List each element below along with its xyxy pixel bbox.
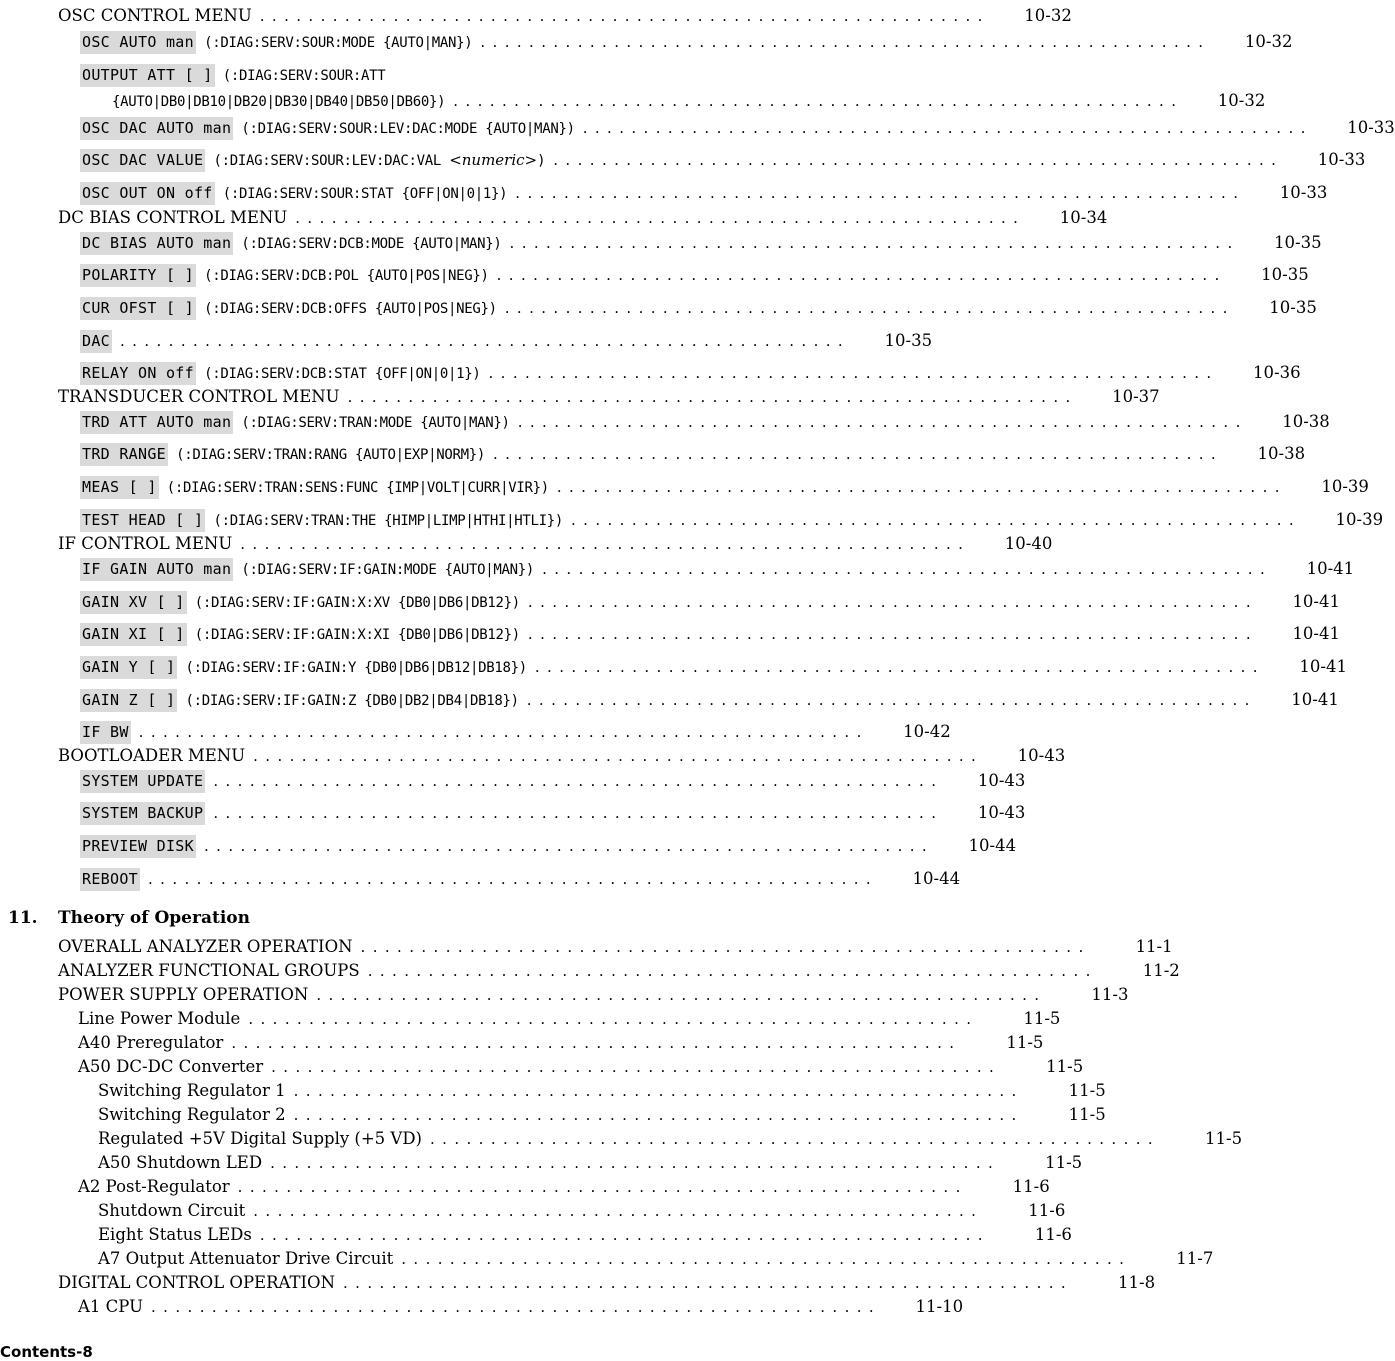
- entry-text: Line Power Module: [78, 1008, 241, 1028]
- toc-entry[interactable]: [0, 799, 1026, 822]
- softkey-label: MEAS [ ]: [80, 476, 159, 499]
- scpi-command: (:DIAG:SERV:SOUR:LEV:DAC:MODE {AUTO|MAN}): [233, 120, 575, 137]
- toc-entry[interactable]: [0, 114, 1395, 137]
- toc-entry[interactable]: [0, 742, 1066, 765]
- toc-entry[interactable]: [0, 1101, 1106, 1124]
- page-number: 11-5: [1068, 1080, 1106, 1100]
- softkey-label: IF GAIN AUTO man: [80, 558, 233, 581]
- toc-entry-title: [80, 185, 507, 202]
- dot-leader: ............................................................: [582, 119, 1313, 137]
- toc-entry-title: [98, 1152, 263, 1172]
- toc-entry[interactable]: [0, 1221, 1072, 1244]
- page-number: 11-6: [1034, 1224, 1072, 1244]
- page-number: 10-39: [1335, 509, 1384, 529]
- toc-entry-title: [112, 93, 445, 110]
- toc-entry-title: [98, 1128, 422, 1148]
- command-argument: <numeric>: [449, 150, 538, 169]
- dot-leader: ............................................................: [237, 1178, 968, 1196]
- page-number: 11-1: [1135, 936, 1173, 956]
- page-number: 10-39: [1321, 476, 1369, 496]
- dot-leader: ............................................................: [259, 1226, 990, 1244]
- softkey-label: IF BW: [80, 721, 131, 744]
- page-number: 11-5: [1023, 1008, 1061, 1028]
- dot-leader: ............................................................: [570, 511, 1302, 529]
- entry-text: ANALYZER FUNCTIONAL GROUPS: [58, 960, 360, 980]
- dot-leader: ............................................................: [480, 33, 1211, 51]
- dot-leader: ............................................................: [527, 625, 1259, 643]
- toc-entry-title: [80, 267, 489, 284]
- entry-text: OVERALL ANALYZER OPERATION: [58, 936, 353, 956]
- dot-leader: ............................................................: [138, 723, 869, 741]
- dot-leader: ............................................................: [343, 1274, 1074, 1292]
- toc-entry[interactable]: [0, 555, 1355, 578]
- toc-entry[interactable]: [0, 1077, 1106, 1100]
- page-number: 11-5: [1045, 1152, 1083, 1172]
- softkey-label: DC BIAS AUTO man: [80, 232, 233, 255]
- page-number: 11-5: [1068, 1104, 1106, 1124]
- toc-entry[interactable]: [0, 61, 908, 83]
- page-number: 11-10: [915, 1296, 964, 1316]
- softkey-label: GAIN Y [ ]: [80, 656, 177, 679]
- toc-entry[interactable]: [0, 1029, 1044, 1052]
- page-number: 11-5: [1046, 1056, 1084, 1076]
- scpi-command: ): [537, 152, 546, 169]
- softkey-label: TRD ATT AUTO man: [80, 411, 233, 434]
- dot-leader: ............................................................: [553, 151, 1284, 169]
- dot-leader: ............................................................: [556, 478, 1287, 496]
- scpi-command: (:DIAG:SERV:DCB:STAT {OFF|ON|0|1}): [195, 365, 481, 382]
- entry-text: IF CONTROL MENU: [58, 533, 233, 553]
- page-number: 11-7: [1176, 1248, 1214, 1268]
- page-footer: Contents-8: [0, 1343, 93, 1361]
- softkey-label: OSC AUTO man: [80, 31, 196, 54]
- page-number: 10-32: [1024, 5, 1072, 25]
- entry-text: BOOTLOADER MENU: [58, 745, 246, 765]
- entry-text: POWER SUPPLY OPERATION: [58, 984, 309, 1004]
- toc-entry-title: [98, 1224, 252, 1244]
- softkey-label: POLARITY [ ]: [80, 264, 196, 287]
- toc-entry[interactable]: [0, 1197, 1066, 1220]
- toc-entry[interactable]: [0, 28, 1293, 51]
- toc-entry[interactable]: [0, 832, 1017, 855]
- dot-leader: ............................................................: [517, 413, 1248, 431]
- toc-entry[interactable]: [0, 1173, 1050, 1196]
- toc-entry-title: [58, 533, 233, 553]
- scpi-command: (:DIAG:SERV:DCB:POL {AUTO|POS|NEG}): [195, 267, 489, 284]
- toc-entry-title: [80, 333, 112, 350]
- toc-entry-title: [80, 34, 472, 51]
- toc-entry[interactable]: [0, 1293, 964, 1316]
- toc-entry[interactable]: [0, 981, 1129, 1004]
- toc-entry-title: [80, 692, 519, 709]
- toc-entry-title: [80, 414, 510, 431]
- page-number: 10-43: [977, 770, 1026, 790]
- dot-leader: ............................................................: [213, 804, 944, 822]
- dot-leader: ............................................................: [203, 837, 935, 855]
- toc-entry-title: [78, 1008, 241, 1028]
- toc-entry[interactable]: [0, 179, 1328, 202]
- toc-entry[interactable]: [0, 146, 1366, 169]
- entry-text: A40 Preregulator: [78, 1032, 224, 1052]
- dot-leader: ............................................................: [231, 1034, 962, 1052]
- dot-leader: ............................................................: [293, 1082, 1024, 1100]
- scpi-command: (:DIAG:SERV:IF:GAIN:Y {DB0|DB6|DB12|DB18}): [177, 659, 527, 676]
- dot-leader: ............................................................: [515, 184, 1246, 202]
- dot-leader: ............................................................: [496, 266, 1227, 284]
- section-title: Theory of Operation: [58, 908, 250, 928]
- page-number: 10-43: [1017, 745, 1066, 765]
- page-number: 10-35: [1269, 297, 1317, 317]
- toc-entry[interactable]: [0, 767, 1026, 790]
- page-number: 11-6: [1012, 1176, 1050, 1196]
- scpi-command: (:DIAG:SERV:DCB:OFFS {AUTO|POS|NEG}): [195, 300, 497, 317]
- dot-leader: ............................................................: [316, 986, 1047, 1004]
- scpi-command: (:DIAG:SERV:TRAN:MODE {AUTO|MAN}): [233, 414, 510, 431]
- dot-leader: ............................................................: [253, 1202, 984, 1220]
- toc-entry-title: [78, 1056, 264, 1076]
- toc-entry-title: [80, 871, 140, 888]
- page-number: 10-33: [1279, 182, 1328, 202]
- toc-entry-title: [58, 207, 288, 227]
- toc-entry[interactable]: [0, 440, 1306, 463]
- toc-entry-title: [58, 960, 360, 980]
- page-number: 10-41: [1292, 623, 1341, 643]
- toc-entry-title: [80, 561, 534, 578]
- toc-entry[interactable]: [0, 204, 1108, 227]
- toc-entry-title: [80, 365, 481, 382]
- entry-text: A7 Output Attenuator Drive Circuit: [98, 1248, 394, 1268]
- dot-leader: ............................................................: [542, 560, 1273, 578]
- scpi-command: (:DIAG:SERV:SOUR:ATT: [214, 67, 386, 84]
- toc-entry[interactable]: [0, 506, 1384, 529]
- toc-entry-title: [58, 1272, 336, 1292]
- toc-entry[interactable]: [0, 933, 1173, 956]
- dot-leader: ............................................................: [367, 962, 1098, 980]
- page-number: 10-41: [1291, 689, 1339, 709]
- page-number: 10-42: [903, 721, 951, 741]
- page-number: 10-41: [1292, 591, 1341, 611]
- softkey-label: RELAY ON off: [80, 362, 196, 385]
- toc-entry-title: [80, 594, 520, 611]
- page-number: 11-6: [1028, 1200, 1066, 1220]
- toc-entry[interactable]: [0, 1125, 1243, 1148]
- dot-leader: ............................................................: [430, 1130, 1161, 1148]
- page-number: 11-3: [1091, 984, 1129, 1004]
- page-number: 10-40: [1004, 533, 1053, 553]
- page-number: 10-34: [1059, 207, 1108, 227]
- scpi-command: (:DIAG:SERV:SOUR:LEV:DAC:VAL: [205, 152, 450, 169]
- toc-entry[interactable]: [0, 473, 1369, 496]
- softkey-label: REBOOT: [80, 868, 140, 891]
- toc-entry[interactable]: [0, 359, 1301, 382]
- toc-entry[interactable]: [0, 865, 961, 888]
- entry-text: A50 Shutdown LED: [98, 1152, 263, 1172]
- toc-entry-title: [80, 152, 545, 169]
- scpi-command: (:DIAG:SERV:DCB:MODE {AUTO|MAN}): [233, 235, 502, 252]
- softkey-label: SYSTEM UPDATE: [80, 770, 205, 793]
- softkey-label: CUR OFST [ ]: [80, 297, 196, 320]
- dot-leader: ............................................................: [504, 299, 1235, 317]
- scpi-command: (:DIAG:SERV:TRAN:SENS:FUNC {IMP|VOLT|CURR|VIR}): [158, 479, 549, 496]
- toc-entry[interactable]: [0, 588, 1341, 611]
- toc-entry[interactable]: [0, 327, 933, 350]
- dot-leader: ............................................................: [240, 535, 971, 553]
- section-number: 11.: [8, 908, 38, 928]
- scpi-command: (:DIAG:SERV:SOUR:STAT {OFF|ON|0|1}): [214, 185, 508, 202]
- toc-entry-title: [98, 1080, 286, 1100]
- page-number: 11-2: [1142, 960, 1180, 980]
- entry-text: DIGITAL CONTROL OPERATION: [58, 1272, 336, 1292]
- scpi-command: (:DIAG:SERV:IF:GAIN:X:XV {DB0|DB6|DB12}): [186, 594, 520, 611]
- softkey-label: PREVIEW DISK: [80, 835, 196, 858]
- page-number: 10-41: [1299, 656, 1347, 676]
- dot-leader: ............................................................: [526, 691, 1257, 709]
- toc-entry[interactable]: [0, 408, 1330, 431]
- toc-entry-title: [78, 1296, 144, 1316]
- toc-entry-title: [80, 805, 205, 822]
- toc-entry[interactable]: [0, 261, 1309, 284]
- toc-entry-title: [98, 1200, 246, 1220]
- entry-text: A2 Post-Regulator: [78, 1176, 230, 1196]
- dot-leader: ............................................................: [534, 658, 1265, 676]
- toc-entry-title: [80, 235, 502, 252]
- entry-text: Regulated +5V Digital Supply (+5 VD): [98, 1128, 422, 1148]
- toc-entry-title: [80, 300, 497, 317]
- page-number: 10-35: [1261, 264, 1309, 284]
- entry-text: A50 DC-DC Converter: [78, 1056, 264, 1076]
- toc-entry-title: [80, 512, 563, 529]
- page-number: 10-44: [912, 868, 961, 888]
- toc-entry[interactable]: [0, 620, 1341, 643]
- dot-leader: ............................................................: [527, 593, 1259, 611]
- toc-entry-title: [80, 838, 196, 855]
- dot-leader: ............................................................: [509, 234, 1240, 252]
- page-number: 10-32: [1217, 90, 1266, 110]
- toc-entry-title: [80, 446, 485, 463]
- toc-entry[interactable]: [0, 686, 1339, 709]
- toc-entry-title: [78, 1032, 224, 1052]
- toc-entry[interactable]: [0, 1245, 1214, 1268]
- page-number: 10-41: [1306, 558, 1355, 578]
- toc-entry-title: [80, 773, 205, 790]
- softkey-label: TEST HEAD [ ]: [80, 509, 205, 532]
- toc-entry-title: [98, 1248, 394, 1268]
- toc-entry[interactable]: [0, 87, 1266, 110]
- toc-entry[interactable]: [0, 1269, 1156, 1292]
- softkey-label: OSC DAC VALUE: [80, 149, 205, 172]
- toc-entry[interactable]: [0, 1005, 1061, 1028]
- dot-leader: ............................................................: [148, 870, 879, 888]
- dot-leader: ............................................................: [253, 747, 984, 765]
- toc-entry[interactable]: [0, 294, 1317, 317]
- scpi-command: (:DIAG:SERV:IF:GAIN:X:XI {DB0|DB6|DB12}): [186, 626, 520, 643]
- toc-entry-title: [80, 479, 549, 496]
- softkey-label: GAIN XI [ ]: [80, 623, 187, 646]
- dot-leader: ............................................................: [360, 938, 1091, 956]
- page-number: 11-5: [1006, 1032, 1044, 1052]
- toc-entry-title: [58, 5, 252, 25]
- scpi-command: (:DIAG:SERV:SOUR:MODE {AUTO|MAN}): [195, 34, 473, 51]
- dot-leader: ............................................................: [270, 1154, 1001, 1172]
- page-number: 10-35: [884, 330, 933, 350]
- page-number: 10-36: [1253, 362, 1301, 382]
- page-number: 11-8: [1118, 1272, 1156, 1292]
- toc-entry-title: [58, 984, 309, 1004]
- dot-leader: ............................................................: [401, 1250, 1132, 1268]
- page-number: 10-33: [1347, 117, 1395, 137]
- dot-leader: ............................................................: [120, 332, 851, 350]
- toc-entry-title: [58, 386, 340, 406]
- toc-entry-title: [58, 745, 246, 765]
- scpi-command: {AUTO|DB0|DB10|DB20|DB30|DB40|DB50|DB60}): [112, 93, 446, 110]
- softkey-label: GAIN XV [ ]: [80, 591, 187, 614]
- toc-entry-title: [80, 659, 527, 676]
- toc-entry-title: [58, 936, 353, 956]
- entry-text: Switching Regulator 2: [98, 1104, 286, 1124]
- page-number: 11-5: [1205, 1128, 1243, 1148]
- page-number: 10-38: [1257, 443, 1306, 463]
- page-number: 10-38: [1282, 411, 1330, 431]
- softkey-label: OSC DAC AUTO man: [80, 117, 233, 140]
- dot-leader: ............................................................: [259, 7, 990, 25]
- dot-leader: ............................................................: [293, 1106, 1024, 1124]
- toc-entry[interactable]: [0, 2, 1072, 25]
- entry-text: DC BIAS CONTROL MENU: [58, 207, 288, 227]
- page-number: 10-43: [977, 802, 1026, 822]
- toc-entry-title: [80, 67, 385, 84]
- scpi-command: (:DIAG:SERV:TRAN:THE {HIMP|LIMP|HTHI|HTLI}): [205, 512, 563, 529]
- toc-entry[interactable]: [0, 653, 1347, 676]
- toc-entry[interactable]: [0, 383, 1160, 406]
- page-number: 10-35: [1274, 232, 1322, 252]
- toc-entry[interactable]: [0, 530, 1053, 553]
- toc-entry[interactable]: [0, 1053, 1084, 1076]
- entry-text: Eight Status LEDs: [98, 1224, 252, 1244]
- toc-entry[interactable]: [0, 718, 951, 741]
- entry-text: Shutdown Circuit: [98, 1200, 246, 1220]
- toc-entry[interactable]: [0, 957, 1180, 980]
- scpi-command: (:DIAG:SERV:TRAN:RANG {AUTO|EXP|NORM}): [167, 446, 486, 463]
- toc-entry-title: [98, 1104, 286, 1124]
- softkey-label: DAC: [80, 330, 112, 353]
- page-number: 10-32: [1244, 31, 1293, 51]
- softkey-label: SYSTEM BACKUP: [80, 802, 205, 825]
- dot-leader: ............................................................: [248, 1010, 979, 1028]
- softkey-label: OSC OUT ON off: [80, 182, 215, 205]
- softkey-label: TRD RANGE: [80, 443, 168, 466]
- toc-entry[interactable]: [0, 1149, 1083, 1172]
- page-number: 10-37: [1112, 386, 1160, 406]
- toc-entry-title: [80, 724, 131, 741]
- toc-entry-title: [80, 120, 575, 137]
- entry-text: A1 CPU: [78, 1296, 144, 1316]
- softkey-label: OUTPUT ATT [ ]: [80, 64, 215, 87]
- toc-entry-title: [80, 626, 520, 643]
- dot-leader: ............................................................: [493, 445, 1224, 463]
- entry-text: OSC CONTROL MENU: [58, 5, 252, 25]
- page-number: 10-33: [1317, 149, 1366, 169]
- entry-text: Switching Regulator 1: [98, 1080, 286, 1100]
- toc-entry[interactable]: [0, 229, 1322, 252]
- page-number: 10-44: [968, 835, 1017, 855]
- dot-leader: ............................................................: [453, 92, 1184, 110]
- softkey-label: GAIN Z [ ]: [80, 689, 177, 712]
- dot-leader: ............................................................: [295, 209, 1026, 227]
- dot-leader: ............................................................: [213, 772, 944, 790]
- dot-leader: ............................................................: [151, 1298, 882, 1316]
- dot-leader: ............................................................: [347, 388, 1078, 406]
- scpi-command: (:DIAG:SERV:IF:GAIN:Z {DB0|DB2|DB4|DB18}): [177, 692, 519, 709]
- scpi-command: (:DIAG:SERV:IF:GAIN:MODE {AUTO|MAN}): [233, 561, 535, 578]
- dot-leader: ............................................................: [271, 1058, 1002, 1076]
- dot-leader: ............................................................: [488, 364, 1219, 382]
- entry-text: TRANSDUCER CONTROL MENU: [58, 386, 340, 406]
- toc-entry-title: [78, 1176, 230, 1196]
